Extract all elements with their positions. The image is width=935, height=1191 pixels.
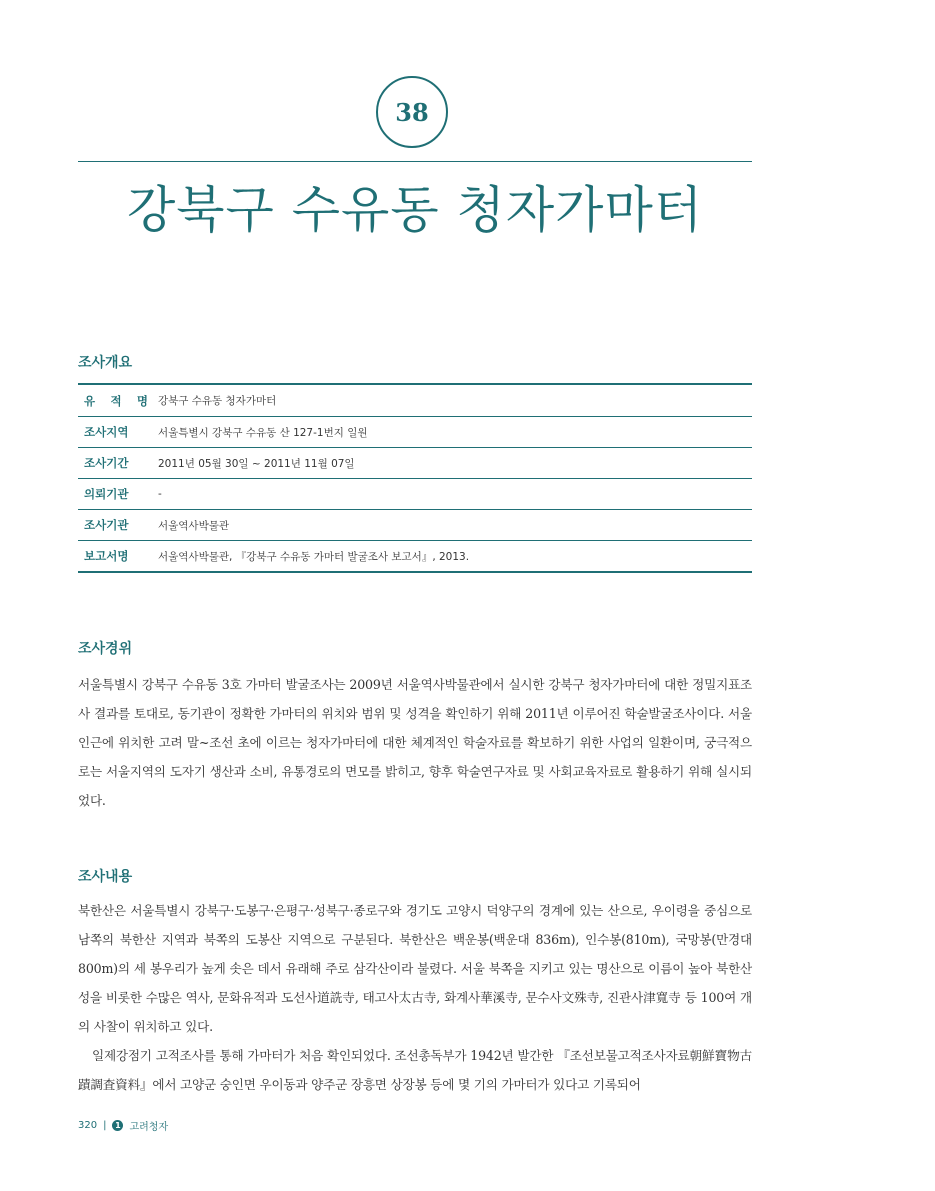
row-label: 의뢰기관 (84, 487, 129, 501)
row-label: 조사기관 (84, 518, 129, 532)
row-label: 유 적 명 (84, 393, 148, 408)
row-value: 서울특별시 강북구 수유동 산 127-1번지 일원 (158, 426, 368, 439)
table-row (78, 540, 752, 571)
row-value: - (158, 488, 162, 500)
background-paragraph: 서울특별시 강북구 수유동 3호 가마터 발굴조사는 2009년 서울역사박물관에서 실시한 강북구 청자가마터에 대한 정밀지표조사 결과를 토대로, 동기관이 정확한 가마터의 위치와 범위 및 성격을 확인하기 위해 2011년 이루어진 학술발굴조사이다. 서울인근에 위치한 고려 말~조선 초에 이르는 청자가마터에 대한 체계적인 학술자료를 확보하기 위한 사업의 일환이며, 궁극적으로는 서울지역의 도자기 생산과 소비, 유통경로의 면모를 밝히고, 향후 학술연구자료 및 사회교육자료로 활용하기 위해 실시되었다. (78, 677, 752, 808)
table-row (78, 416, 752, 447)
page-number: 320 (78, 1120, 98, 1131)
row-label: 조사지역 (84, 425, 129, 439)
section-heading-background: 조사경위 (78, 641, 133, 657)
section-heading-overview: 조사개요 (78, 355, 133, 371)
table-row (78, 509, 752, 540)
table-row (78, 447, 752, 478)
footer-separator: | (103, 1120, 107, 1131)
table-row (78, 385, 752, 416)
content-paragraph-2: 일제강점기 고적조사를 통해 가마터가 처음 확인되었다. 조선총독부가 1942년 발간한 『조선보물고적조사자료朝鮮寶物古蹟調査資料』에서 고양군 숭인면 우이동과 양주군 장흥면 상장봉 등에 몇 기의 가마터가 있다고 기록되어 (78, 1048, 752, 1092)
row-value: 강북구 수유동 청자가마터 (158, 395, 277, 407)
row-label: 보고서명 (84, 549, 129, 563)
row-label: 조사기간 (84, 456, 129, 470)
table-row (78, 478, 752, 509)
row-value: 서울역사박물관, 『강북구 수유동 가마터 발굴조사 보고서』, 2013. (158, 550, 470, 563)
section-heading-content: 조사내용 (78, 869, 133, 885)
page-footer (78, 1118, 168, 1133)
chapter-number-badge (376, 76, 448, 148)
footer-section-title: 고려청자 (129, 1122, 169, 1133)
page-title: 강북구 수유동 청자가마터 (126, 181, 704, 239)
content-paragraph-1: 북한산은 서울특별시 강북구·도봉구·은평구·성북구·종로구와 경기도 고양시 덕양구의 경계에 있는 산으로, 우이령을 중심으로 남쪽의 북한산 지역과 북쪽의 도봉산 지역으로 구분된다. 북한산은 백운봉(백운대 836m), 인수봉(810m), 국망봉(만경대 800m)의 세 봉우리가 높게 솟은 데서 유래해 주로 삼각산이라 불렸다. 서울 북쪽을 지키고 있는 명산으로 이름이 높아 북한산성을 비롯한 수많은 역사, 문화유적과 도선사道詵寺, 태고사太古寺, 화계사華溪寺, 문수사文殊寺, 진관사津寬寺 등 100여 개의 사찰이 위치하고 있다. (78, 903, 752, 1034)
title-divider (78, 161, 752, 162)
chapter-number: 38 (395, 97, 429, 127)
row-value: 서울역사박물관 (158, 519, 230, 532)
row-value: 2011년 05월 30일 ~ 2011년 11월 07일 (158, 457, 355, 470)
overview-table (78, 383, 752, 573)
section-marker-icon: 1 (112, 1120, 123, 1131)
